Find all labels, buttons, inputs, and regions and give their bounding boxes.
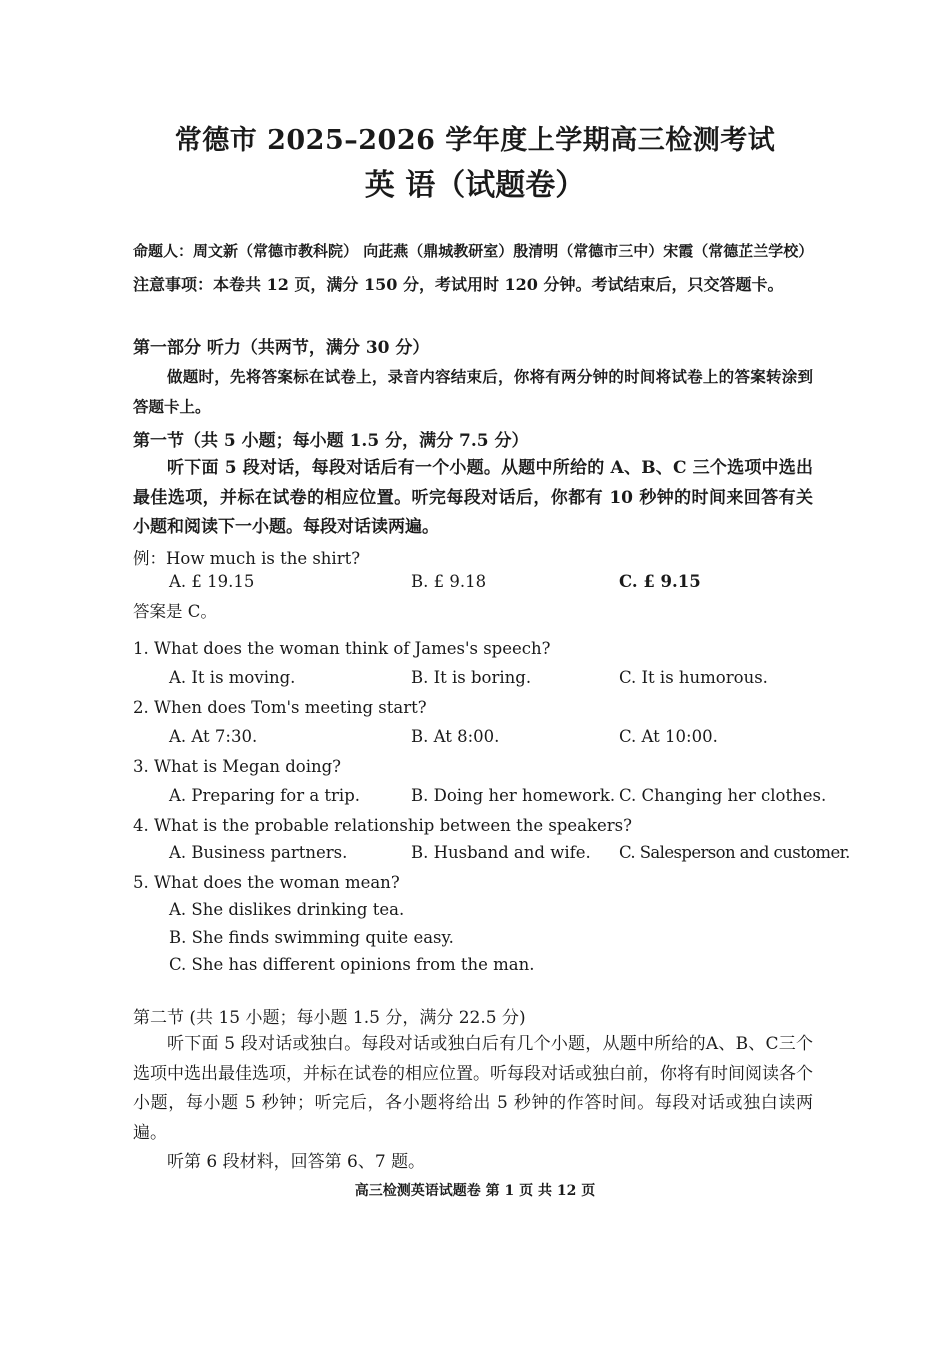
example-option-c: C. £ 9.15 — [619, 572, 701, 591]
q5-option-b: B. She finds swimming quite easy. — [169, 928, 454, 947]
page-footer: 高三检测英语试题卷 第 1 页 共 12 页 — [354, 1183, 596, 1199]
section1-heading: 第一节（共 5 小题；每小题 1.5 分，满分 7.5 分） — [133, 431, 529, 451]
q4-option-a: A. Business partners. — [169, 843, 348, 862]
section2-heading: 第二节 (共 15 小题；每小题 1.5 分，满分 22.5 分) — [133, 1008, 526, 1028]
section1-instruction: 听下面 5 段对话，每段对话后有一个小题。从题中所给的 A、B、C 三个选项中选出最佳选项，并标在试卷的相应位置。听完每段对话后，你都有 10 秒钟的时间来回答有关小题和阅读下一小题。每段对话读两遍。 — [133, 458, 813, 537]
exam-subtitle: 英 语（试题卷） — [364, 168, 586, 203]
example-answer: 答案是 C。 — [133, 602, 217, 621]
q2-option-c: C. At 10:00. — [619, 727, 718, 746]
q4-option-b: B. Husband and wife. — [411, 843, 591, 862]
q2-option-b: B. At 8:00. — [411, 727, 500, 746]
q2-option-a: A. At 7:30. — [169, 727, 258, 746]
exam-title: 常德市 2025–2026 学年度上学期高三检测考试 — [174, 125, 776, 156]
q4-option-c: C. Salesperson and customer. — [619, 843, 850, 862]
question-5: 5. What does the woman mean? — [133, 873, 400, 892]
example-question: 例：How much is the shirt? — [133, 549, 361, 568]
q3-option-a: A. Preparing for a trip. — [169, 786, 361, 805]
example-option-b: B. £ 9.18 — [411, 572, 487, 591]
passage6-prompt: 听第 6 段材料，回答第 6、7 题。 — [167, 1152, 426, 1172]
example-option-a: A. £ 19.15 — [169, 572, 255, 591]
question-4: 4. What is the probable relationship between the speakers? — [133, 816, 632, 835]
question-2: 2. When does Tom's meeting start? — [133, 698, 427, 717]
question-3: 3. What is Megan doing? — [133, 757, 342, 776]
part1-heading: 第一部分 听力（共两节，满分 30 分） — [133, 338, 430, 358]
q5-option-a: A. She dislikes drinking tea. — [169, 900, 405, 919]
q1-option-b: B. It is boring. — [411, 668, 532, 687]
section2-instruction: 听下面 5 段对话或独白。每段对话或独白后有几个小题，从题中所给的A、B、C三个选项中选出最佳选项，并标在试卷的相应位置。听每段对话或独白前，你将有时间阅读各个小题，每小题 5 秒钟；听完后，各小题将给出 5 秒钟的作答时间。每段对话或独白读两遍。 — [133, 1034, 813, 1143]
part1-instruction: 做题时，先将答案标在试卷上，录音内容结束后，你将有两分钟的时间将试卷上的答案转涂到答题卡上。 — [133, 367, 813, 416]
q5-option-c: C. She has different opinions from the man. — [169, 955, 535, 974]
question-1: 1. What does the woman think of James's speech? — [133, 639, 551, 658]
notice-line: 注意事项：本卷共 12 页，满分 150 分，考试用时 120 分钟。考试结束后，只交答题卡。 — [133, 275, 784, 294]
q3-option-b: B. Doing her homework. — [411, 786, 616, 805]
q1-option-a: A. It is moving. — [169, 668, 296, 687]
q1-option-c: C. It is humorous. — [619, 668, 768, 687]
q3-option-c: C. Changing her clothes. — [619, 786, 827, 805]
authors-line: 命题人：周文新（常德市教科院） 向茈燕（鼎城教研室）殷清明（常德市三中）宋霞（常德芷兰学校） — [133, 242, 814, 260]
